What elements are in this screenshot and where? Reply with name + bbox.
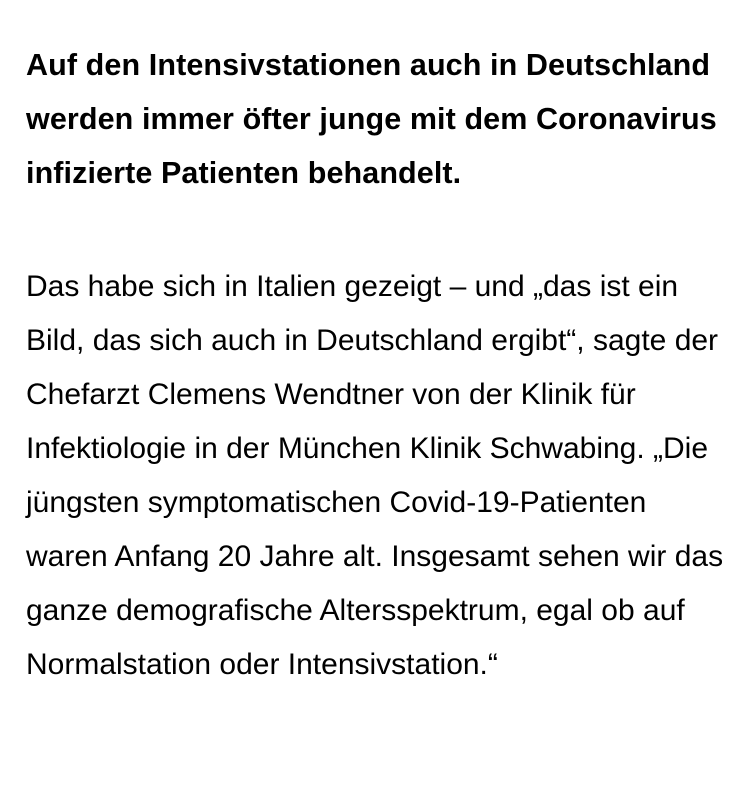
article-lead-paragraph: Auf den Intensivstationen auch in Deutschland werden immer öfter junge mit dem Coronavirus infizierte Patienten behandelt. xyxy=(26,48,717,190)
article-text xyxy=(26,38,726,692)
article-body-paragraph: Das habe sich in Italien gezeigt – und „das ist ein Bild, das sich auch in Deutschland ergibt“, sagte der Chefarzt Clemens Wendtner von der Klinik für Infektiologie in der München Klinik Schwabing. „Die jüngsten symptomatischen Covid-19-Patienten waren Anfang 20 Jahre alt. Insgesamt sehen wir das ganze demografische Altersspektrum, egal ob auf Normalstation oder Intensivstation.“ xyxy=(26,270,724,681)
